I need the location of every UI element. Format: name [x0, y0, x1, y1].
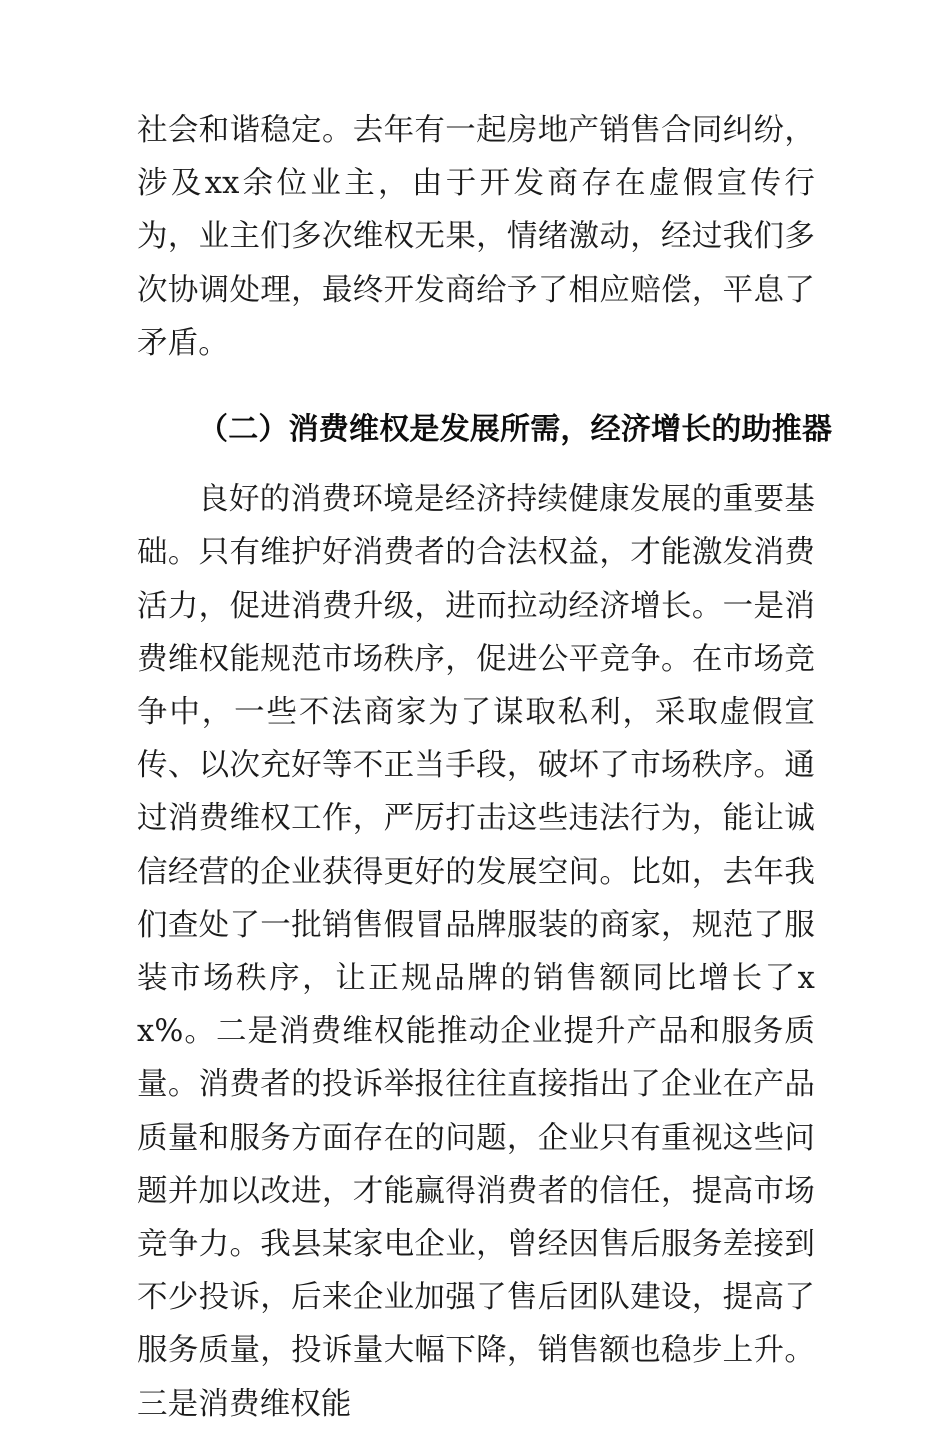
paragraph-continued: 社会和谐稳定。去年有一起房地产销售合同纠纷，涉及xx余位业主，由于开发商存在虚假宣传行为，业主们多次维权无果，情绪激动，经过我们多次协调处理，最终开发商给予了相应赔偿，平息了矛盾。 — [137, 113, 815, 361]
section-heading-2: （二）消费维权是发展所需，经济增长的助推器 — [198, 412, 833, 448]
document-text-column — [137, 104, 833, 1431]
heading-spacer-top — [137, 370, 815, 403]
paragraph-body-2: 良好的消费环境是经济持续健康发展的重要基础。只有维护好消费者的合法权益，才能激发消费活力，促进消费升级，进而拉动经济增长。一是消费维权能规范市场秩序，促进公平竞争。在市场竞争中，一些不法商家为了谋取私利，采取虚假宣传、以次充好等不正当手段，破坏了市场秩序。通过消费维权工作，严厉打击这些违法行为，能让诚信经营的企业获得更好的发展空间。比如，去年我们查处了一批销售假冒品牌服装的商家，规范了服装市场秩序，让正规品牌的销售额同比增长了xx%。二是消费维权能推动企业提升产品和服务质量。消费者的投诉举报往往直接指出了企业在产品质量和服务方面存在的问题，企业只有重视这些问题并加以改进，才能赢得消费者的信任，提高市场竞争力。我县某家电企业，曾经因售后服务差接到不少投诉，后来企业加强了售后团队建设，提高了服务质量，投诉量大幅下降，销售额也稳步上升。三是消费维权能 — [137, 482, 815, 1422]
heading-spacer-bottom — [137, 456, 815, 473]
